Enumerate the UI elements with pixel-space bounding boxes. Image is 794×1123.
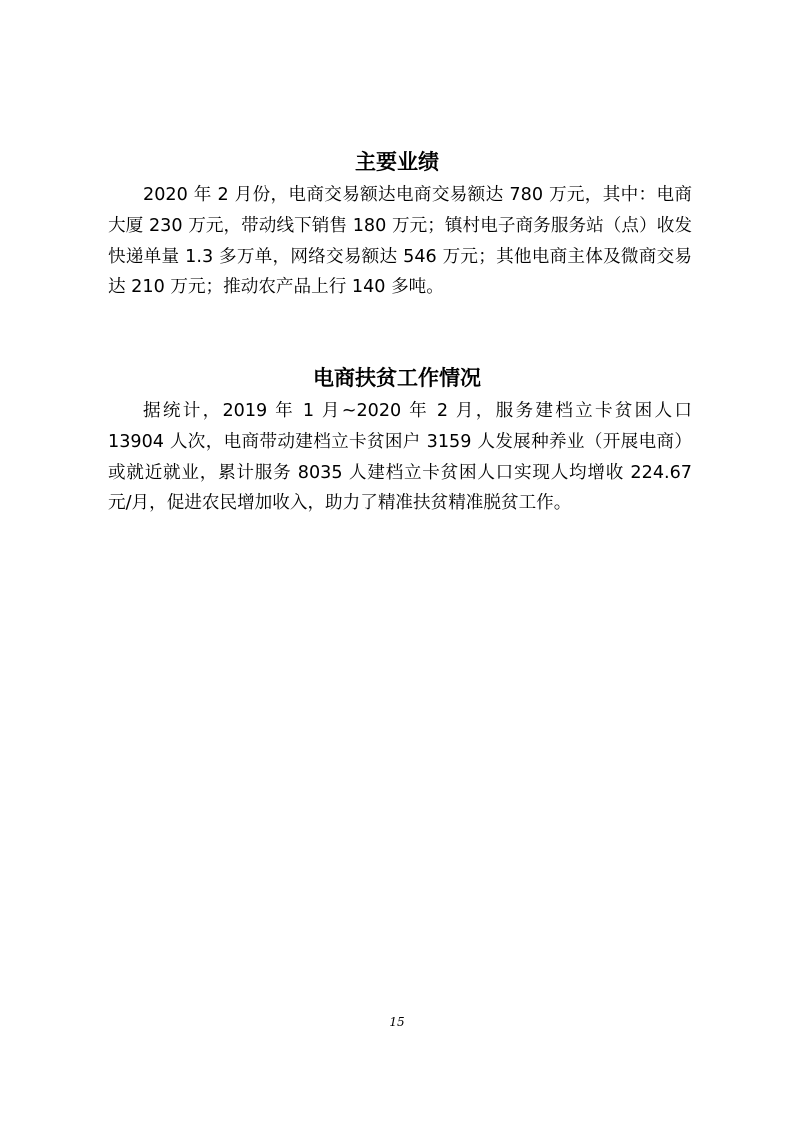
section-paragraph-ecommerce-poverty-alleviation: 据统计，2019 年 1 月~2020 年 2 月，服务建档立卡贫困人口 13904 人次，电商带动建档立卡贫困户 3159 人发展种养业（开展电商）或就近就业，累计服务 8035 人建档立卡贫困人口实现人均增收 224.67 元/月，促进农民增加收入，助力了精准扶贫精准脱贫工作。: [108, 401, 692, 514]
section-paragraph-main-achievements: 2020 年 2 月份，电商交易额达电商交易额达 780 万元，其中：电商大厦 230 万元，带动线下销售 180 万元；镇村电子商务服务站（点）收发快递单量 1.3 多万单，网络交易额达 546 万元；其他电商主体及微商交易达 210 万元；推动农产品上行 140 多吨。: [108, 185, 692, 298]
section-heading-ecommerce-poverty-alleviation: 电商扶贫工作情况: [313, 366, 481, 390]
section-heading-main-achievements: 主要业绩: [355, 150, 439, 174]
page-number: 15: [389, 1015, 405, 1029]
